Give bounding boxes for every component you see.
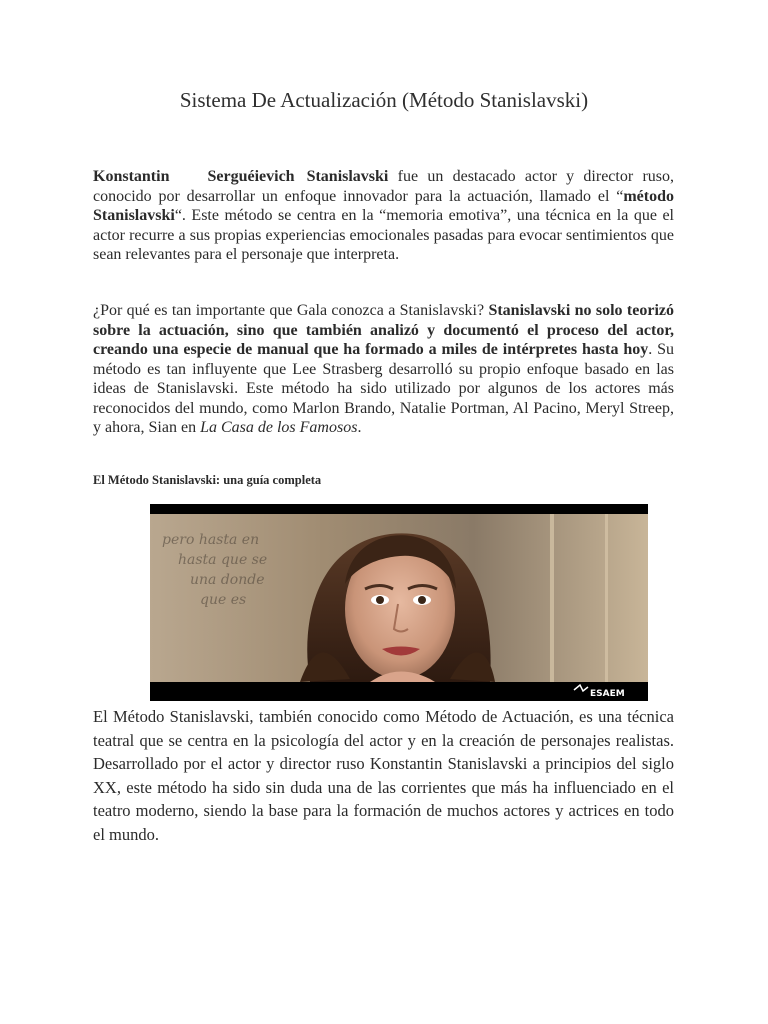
method-name: método Stanislavski bbox=[93, 187, 674, 224]
wall-line-4: que es bbox=[200, 592, 247, 608]
importance-end: . bbox=[357, 419, 362, 436]
importance-text: . Su método es tan influyente que Lee Strasberg desarrolló su propio enfoque basado en las ideas de Stanislavski. Este método ha sido utilizado por algunos de los actores más reconocidos del mundo, como Marlon Brando, Natalie Portman, Al Pacino, Meryl Streep, y ahora, Sian en bbox=[93, 341, 674, 436]
method-paragraph: El Método Stanislavski, también conocido como Método de Actuación, es una técnica teatral que se centra en la psicología del actor y en la creación de personajes realistas. Desarrollado por el actor y director ruso Konstantin Stanislavski a principios del siglo XX, este método ha sido sin duda una de las corrientes que más ha influenciado en el teatro moderno, siendo la base para la formación de muchos actores y actrices en todo el mundo. bbox=[93, 707, 674, 844]
importance-paragraph bbox=[93, 301, 674, 438]
name-first: Konstantin bbox=[93, 168, 170, 185]
video-frame[interactable] bbox=[150, 504, 648, 701]
video-still bbox=[150, 504, 648, 701]
wall-line-1: pero hasta en bbox=[162, 532, 260, 548]
wall-line-2: hasta que se bbox=[178, 552, 268, 568]
intro-text-b: “. Este método se centra en la “memoria emotiva”, una técnica en la que el actor recurre a sus propias experiencias emocionales pasadas para evocar sentimientos que sean relevantes para el personaje que interpreta. bbox=[93, 207, 674, 263]
show-title: La Casa de los Famosos bbox=[200, 419, 358, 436]
section-subheading: El Método Stanislavski: una guía completa bbox=[93, 473, 322, 487]
intro-paragraph bbox=[93, 167, 674, 265]
logo-text: ESAEM bbox=[590, 689, 625, 699]
name-middle: Serguéievich bbox=[207, 168, 295, 185]
wall-line-3: una donde bbox=[190, 572, 265, 588]
intro-text-a: fue un destacado actor y director ruso, conocido por desarrollar un enfoque innovador para la actuación, llamado el “ bbox=[93, 168, 674, 205]
page-title: Sistema De Actualización (Método Stanislavski) bbox=[179, 88, 589, 112]
importance-bold: Stanislavski no solo teorizó sobre la actuación, sino que también analizó y documentó el proceso del actor, creando una especie de manual que ha formado a miles de intérpretes hasta hoy bbox=[93, 302, 674, 358]
name-last: Stanislavski bbox=[306, 168, 389, 185]
question-text: ¿Por qué es tan importante que Gala conozca a Stanislavski? bbox=[93, 302, 489, 319]
